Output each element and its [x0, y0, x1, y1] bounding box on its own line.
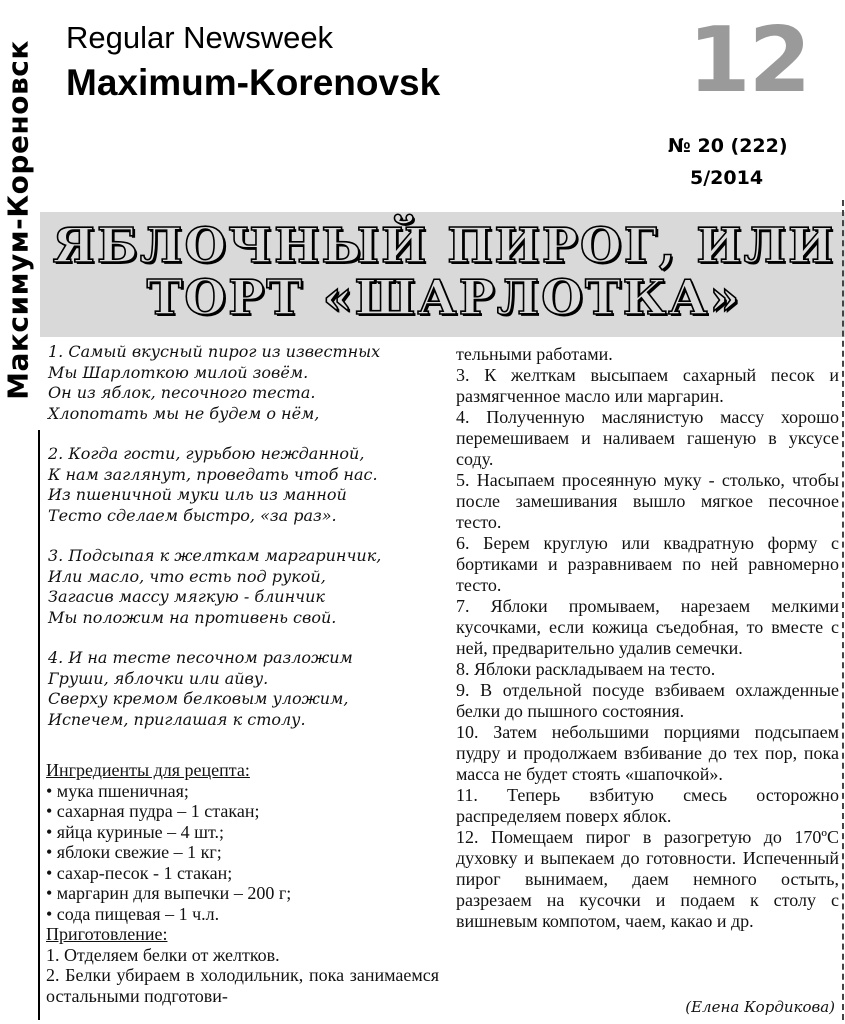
poem-line: Тесто сделаем быстро, «за раз». [48, 505, 337, 525]
poem-stanza [48, 444, 443, 526]
recipe-step: 4. Полученную маслянистую массу хорошо перемешиваем и наливаем гашеную в уксусе соду. [456, 407, 839, 469]
poem-line: Или масло, что есть под рукой, [48, 566, 326, 586]
poem [48, 342, 443, 750]
author-signature: (Елена Кордикова) [685, 998, 835, 1016]
poem-line: Хлопотать мы не будем о нём, [48, 403, 320, 423]
preparation-heading: Приготовление: [46, 924, 168, 944]
recipe-step: 5. Насыпаем просеянную муку - столько, чтобы после замешивания вышло мягкое песочное тесто. [456, 470, 839, 532]
masthead-subtitle: Regular Newsweek [66, 20, 334, 55]
poem-line: Из пшеничной муки иль из манной [48, 485, 347, 504]
side-masthead-text: Максимум-Кореновск [1, 40, 35, 400]
poem-stanza [48, 342, 443, 424]
recipe-step: 11. Теперь взбитую смесь осторожно распределяем поверх яблок. [456, 785, 839, 826]
poem-line: Испечем, приглашая к столу. [48, 709, 306, 729]
poem-line: Мы Шарлоткою милой зовём. [48, 362, 309, 382]
poem-line: 4. И на тесте песочном разложим [48, 648, 353, 667]
poem-line: Сверху кремом белковым уложим, [48, 689, 349, 708]
ingredient-item: • маргарин для выпечки – 200 г; [46, 883, 292, 903]
masthead-title: Maximum-Korenovsk [66, 62, 441, 103]
poem-line: Груши, яблочки или айву. [48, 668, 269, 688]
poem-stanza [48, 648, 443, 730]
side-masthead [0, 10, 36, 430]
ingredients-heading: Ингредиенты для рецепта: [46, 760, 250, 780]
ingredient-item: • сахарная пудра – 1 стакан; [46, 801, 260, 821]
left-column [46, 760, 439, 1006]
cut-edge [842, 200, 844, 1020]
recipe-step: 8. Яблоки раскладываем на тесто. [456, 659, 716, 679]
recipe-step: 3. К желткам высыпаем сахарный песок и размягченное масло или маргарин. [456, 365, 839, 406]
poem-line: 2. Когда гости, гурьбою нежданной, [48, 444, 365, 463]
article-title-line1: ЯБЛОЧНЫЙ ПИРОГ, ИЛИ [52, 218, 836, 274]
steps-left [46, 945, 439, 1007]
poem-line: Загасив массу мягкую - блинчик [48, 587, 325, 606]
ingredient-item: • яйца куриные – 4 шт.; [46, 821, 225, 842]
poem-line: Мы положим на противень свой. [48, 607, 337, 627]
right-column [456, 344, 839, 932]
article-title-line2: ТОРТ «ШАРЛОТКА» [146, 270, 742, 326]
recipe-step: 2. Белки убираем в холодильник, пока занимаемся остальными подготови- [46, 965, 439, 1006]
ingredient-item: • яблоки свежие – 1 кг; [46, 842, 222, 862]
ingredients-list [46, 781, 439, 925]
poem-line: Он из яблок, песочного теста. [48, 383, 316, 402]
recipe-step: 6. Берем круглую или квадратную форму с бортиками и разравниваем по ней равномерно тесто. [456, 533, 839, 595]
issue-date: 5/2014 [690, 167, 764, 189]
recipe-step: 10. Затем небольшими порциями подсыпаем пудру и продолжаем взбивание до тех пор, пока масса не будет стоять «шапочкой». [456, 722, 839, 784]
page-number: 12 [688, 8, 810, 113]
column-rule [38, 430, 40, 1020]
recipe-step: 7. Яблоки промываем, нарезаем мелкими кусочками, если кожица съедобная, то вместе с ней, предварительно удалив семечки. [456, 596, 839, 658]
ingredient-item: • сахар-песок - 1 стакан; [46, 862, 233, 883]
poem-line: К нам заглянут, проведать чтоб нас. [48, 464, 378, 484]
ingredient-item: • мука пшеничная; [46, 780, 189, 801]
issue-number: № 20 (222) [668, 135, 788, 157]
ingredient-item: • сода пищевая – 1 ч.л. [46, 903, 220, 924]
recipe-step: 9. В отдельной посуде взбиваем охлажденные белки до пышного состояния. [456, 680, 839, 721]
poem-line: 1. Самый вкусный пирог из известных [48, 342, 381, 361]
poem-stanza [48, 546, 443, 628]
recipe-step: 1. Отделяем белки от желтков. [46, 944, 280, 965]
recipe-step: 12. Помещаем пирог в разогретую до 170ºС духовку и выпекаем до готовности. Испеченный пирог вынимаем, даем немного остыть, разрезаем на кусочки и подаем к столу с вишневым компотом, чаем, какао и др. [456, 827, 839, 931]
recipe-step: тельными работами. [456, 344, 613, 364]
poem-line: 3. Подсыпая к желткам маргаринчик, [48, 546, 382, 565]
